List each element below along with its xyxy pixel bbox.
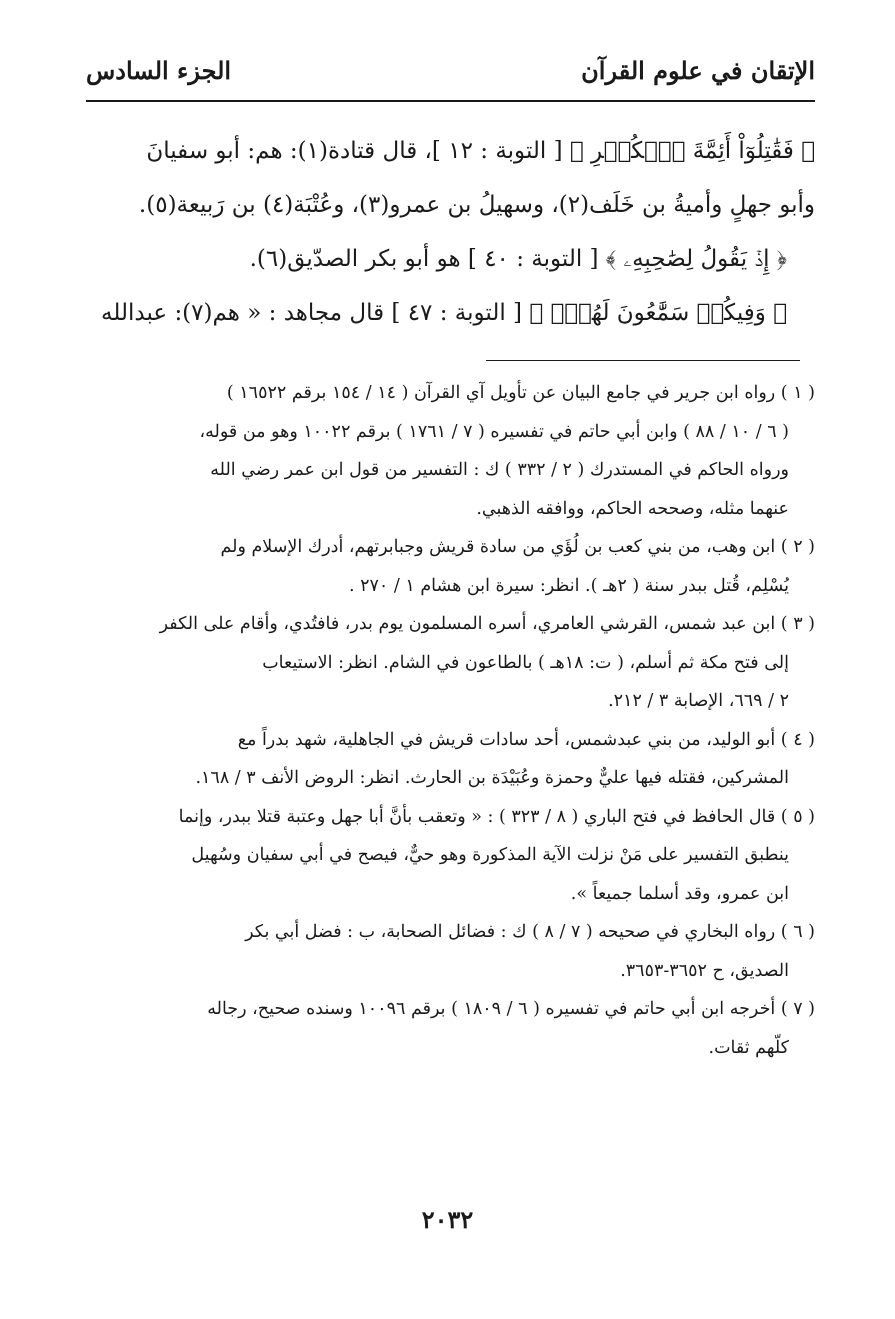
footnote-line: ( ٤ ) أبو الوليد، من بني عبدشمس، أحد سادات قريش في الجاهلية، شهد بدراً مع [237, 729, 815, 750]
main-text [86, 124, 815, 340]
running-header-title: الإتقان في علوم القرآن [581, 56, 815, 85]
footnote-line: الصديق، ح ٣٦٥٢-٣٦٥٣. [620, 960, 789, 981]
footnote-line: ( ١ ) رواه ابن جرير في جامع البيان عن تأويل آي القرآن ( ١٤ / ١٥٤ برقم ١٦٥٢٢ ) [226, 383, 815, 403]
footnote-line: كلّهم ثقات. [708, 1037, 789, 1058]
footnote-3 [86, 605, 815, 721]
footnotes [86, 374, 815, 1067]
main-text-line: ﴿ وَفِيكُمۡ سَمَّٰعُونَ لَهُمۡۗ ﴾ [ التوبة : ٤٧ ] قال مجاهد : « هم(٧): عبدالله [101, 300, 787, 326]
footnote-line: ( ٦ / ١٠ / ٨٨ ) وابن أبي حاتم في تفسيره ( ٧ / ١٧٦١ ) برقم ١٠٠٢٢ وهو من قوله، [199, 421, 789, 442]
main-text-line: وأبو جهلٍ وأميةُ بن خَلَف(٢)، وسهيلُ بن عمرو(٣)، وعُتْبَة(٤) بن رَبيعة(٥). [138, 192, 815, 218]
footnote-line: يُسْلِم، قُتل ببدر سنة ( ٢هـ ). انظر: سيرة ابن هشام ١ / ٢٧٠ . [348, 575, 789, 596]
footnote-separator [486, 360, 800, 361]
footnote-line: ( ٣ ) ابن عبد شمس، القرشي العامري، أسره المسلمون يوم بدر، فافتُدي، وأقام على الكفر [159, 614, 815, 634]
footnote-6 [86, 913, 815, 990]
footnote-7 [86, 990, 815, 1067]
footnote-line: إلى فتح مكة ثم أسلم، ( ت: ١٨هـ ) بالطاعون في الشام. انظر: الاستيعاب [262, 652, 789, 673]
footnote-line: ٢ / ٦٦٩، الإصابة ٣ / ٢١٢. [608, 691, 789, 711]
footnote-line: ( ٥ ) قال الحافظ في فتح الباري ( ٨ / ٣٢٣ ) : « وتعقب بأنَّ أبا جهل وعتبة قتلا ببدر، وإنما [178, 806, 815, 827]
footnote-line: ينطبق التفسير على مَنْ نزلت الآية المذكورة وهو حيٌّ، فيصح في أبي سفيان وسُهيل [191, 845, 789, 865]
footnote-line: المشركين، فقتله فيها عليٌّ وحمزة وعُبَيْدَة بن الحارث. انظر: الروض الأنف ٣ / ١٦٨. [195, 768, 789, 788]
footnote-5 [86, 798, 815, 914]
footnote-line: ( ٢ ) ابن وهب، من بني كعب بن لُؤَي من سادة قريش وجبابرتهم، أدرك الإسلام ولم [220, 537, 815, 557]
footnote-4 [86, 721, 815, 798]
running-header-volume: الجزء السادس [86, 56, 232, 85]
footnote-2 [86, 528, 815, 605]
footnote-line: ( ٦ ) رواه البخاري في صحيحه ( ٧ / ٨ ) ك : فضائل الصحابة، ب : فضل أبي بكر [245, 922, 815, 942]
header-rule [86, 100, 815, 102]
footnote-line: عنهما مثله، وصححه الحاكم، ووافقه الذهبي. [476, 498, 789, 519]
main-text-line: ﴿ فَقَٰتِلُوٓاْ أَئِمَّةَ ٱلۡكُفۡرِ ﴾ [ التوبة : ١٢ ]، قال قتادة(١): هم: أبو سفيانَ [146, 138, 815, 164]
footnote-line: ابن عمرو، وقد أسلما جميعاً ». [570, 883, 789, 904]
page-number: ٢٠٣٢ [421, 1205, 474, 1234]
footnote-line: ورواه الحاكم في المستدرك ( ٢ / ٣٣٢ ) ك : التفسير من قول ابن عمر رضي الله [210, 460, 789, 480]
footnote-1 [86, 374, 815, 528]
main-text-line: ﴿ إِذۡ يَقُولُ لِصَٰحِبِهِۦ ﴾ [ التوبة : ٤٠ ] هو أبو بكر الصدّيق(٦). [249, 246, 787, 272]
footnote-line: ( ٧ ) أخرجه ابن أبي حاتم في تفسيره ( ٦ / ١٨٠٩ ) برقم ١٠٠٩٦ وسنده صحيح، رجاله [207, 999, 815, 1019]
